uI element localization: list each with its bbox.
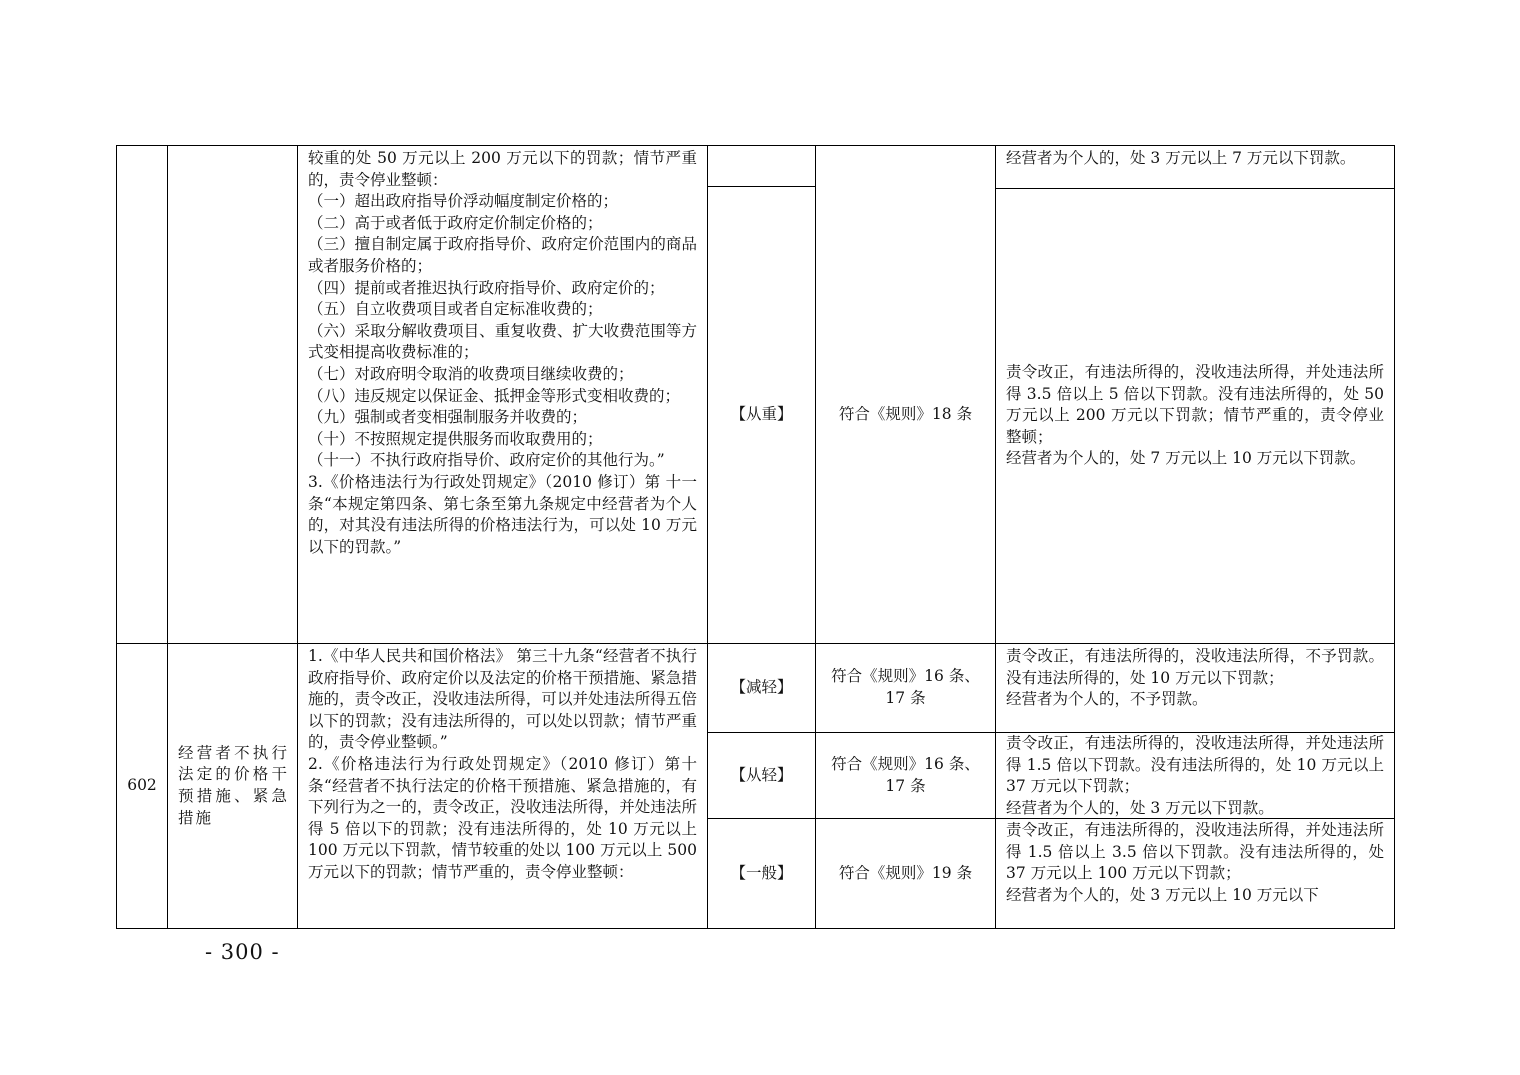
col-divider	[1394, 145, 1395, 929]
legal-basis-line: （六）采取分解收费项目、重复收费、扩大收费范围等方式变相提高收费标准的；	[308, 321, 697, 362]
legal-basis-line: （三）擅自制定属于政府指导价、政府定价范围内的商品或者服务价格的；	[308, 235, 697, 275]
item-name: 经营者不执行法定的价格干预措施、紧急措施	[178, 743, 289, 827]
legal-basis-line: （七）对政府明令取消的收费项目继续收费的；	[308, 364, 634, 383]
legal-basis-line: 3.《价格违法行为行政处罚规定》（2010 修订）第 十一条“本规定第四条、第七条至第九条规定中经营者为个人的，对其没有违法所得的价格违法行为，可以处 10 万元以下的罚款。”	[308, 472, 697, 556]
item-number: 602	[127, 776, 157, 795]
penalty-standard: 责令改正，有违法所得的，没收违法所得，不予罚款。没有违法所得的，处 10 万元以下罚款； 经营者为个人的，不予罚款。	[1006, 647, 1384, 709]
applicable-condition: 符合《规则》16 条、17 条	[831, 667, 980, 707]
legal-basis-line: 1.《中华人民共和国价格法》 第三十九条“经营者不执行政府指导价、政府定价以及法定的价格干预措施、紧急措施的，责令改正，没收违法所得，可以并处违法所得五倍以下的罚款；没有违法所得的，可以处以罚款；情节严重的，责令停业整顿。”	[308, 647, 697, 752]
legal-basis-line: （一）超出政府指导价浮动幅度制定价格的；	[308, 192, 619, 211]
legal-basis-cell	[298, 644, 707, 928]
applicable-condition: 符合《规则》19 条	[838, 863, 973, 882]
applicable-condition: 符合《规则》16 条、17 条	[831, 754, 980, 795]
penalty-standard: 责令改正，有违法所得的，没收违法所得，并处违法所得 1.5 倍以上 3.5 倍以下罚款。没有违法所得的，处 37 万元以上 100 万元以下罚款； 经营者为个人的，处 3 万元以上 10 万元以下	[1006, 821, 1384, 904]
discretion-level: 【一般】	[730, 863, 793, 882]
penalty-standard-cell	[996, 189, 1394, 643]
legal-basis-line: （十）不按照规定提供服务而收取费用的；	[308, 429, 603, 448]
discretion-level: 【从重】	[730, 405, 793, 424]
penalty-standard: 责令改正，有违法所得的，没收违法所得，并处违法所得 3.5 倍以上 5 倍以下罚款。没有违法所得的，处 50 万元以上 200 万元以下罚款；情节严重的，责令停业整顿； 经营者为个人的，处 7 万元以上 10 万元以下罚款。	[1006, 363, 1384, 468]
applicable-condition: 符合《规则》18 条	[838, 405, 973, 424]
legal-basis-line: 2.《价格违法行为行政处罚规定》（2010 修订）第十条“经营者不执行法定的价格干预措施、紧急措施的，有下列行为之一的，责令改正，没收违法所得，并处违法所得 5 倍以下的罚款；没有违法所得的，处 10 万元以上 100 万元以下罚款，情节较重的处以 100 万元以上 500 万元以下的罚款；情节严重的，责令停业整顿：	[308, 754, 697, 881]
applicable-condition	[816, 146, 995, 186]
legal-basis-line: （五）自立收费项目或者自定标准收费的；	[308, 300, 603, 319]
penalty-standard: 责令改正，有违法所得的，没收违法所得，并处违法所得 1.5 倍以下罚款。没有违法所得的，处 10 万元以上 37 万元以下罚款； 经营者为个人的，处 3 万元以下罚款。	[1006, 734, 1384, 817]
penalty-standard: 经营者为个人的，处 3 万元以上 7 万元以下罚款。	[1006, 149, 1356, 167]
discretion-level	[708, 146, 815, 186]
discretion-level: 【从轻】	[730, 765, 793, 784]
legal-basis-line: （八）违反规定以保证金、抵押金等形式变相收费的；	[308, 386, 681, 405]
legal-basis-line: （十一）不执行政府指导价、政府定价的其他行为。”	[308, 451, 665, 470]
discretion-level: 【减轻】	[730, 678, 793, 697]
legal-basis-line: （九）强制或者变相强制服务并收费的；	[308, 408, 588, 427]
legal-basis-line: （二）高于或者低于政府定价制定价格的；	[308, 213, 603, 232]
legal-basis-line: 较重的处 50 万元以上 200 万元以下的罚款；情节严重的，责令停业整顿：	[308, 149, 697, 189]
item-name-cell	[168, 644, 297, 928]
table-bottom-border	[116, 928, 1395, 929]
legal-basis-cell	[298, 146, 707, 643]
legal-basis-line: （四）提前或者推迟执行政府指导价、政府定价的；	[308, 278, 665, 297]
page-number: - 300 -	[205, 940, 280, 964]
